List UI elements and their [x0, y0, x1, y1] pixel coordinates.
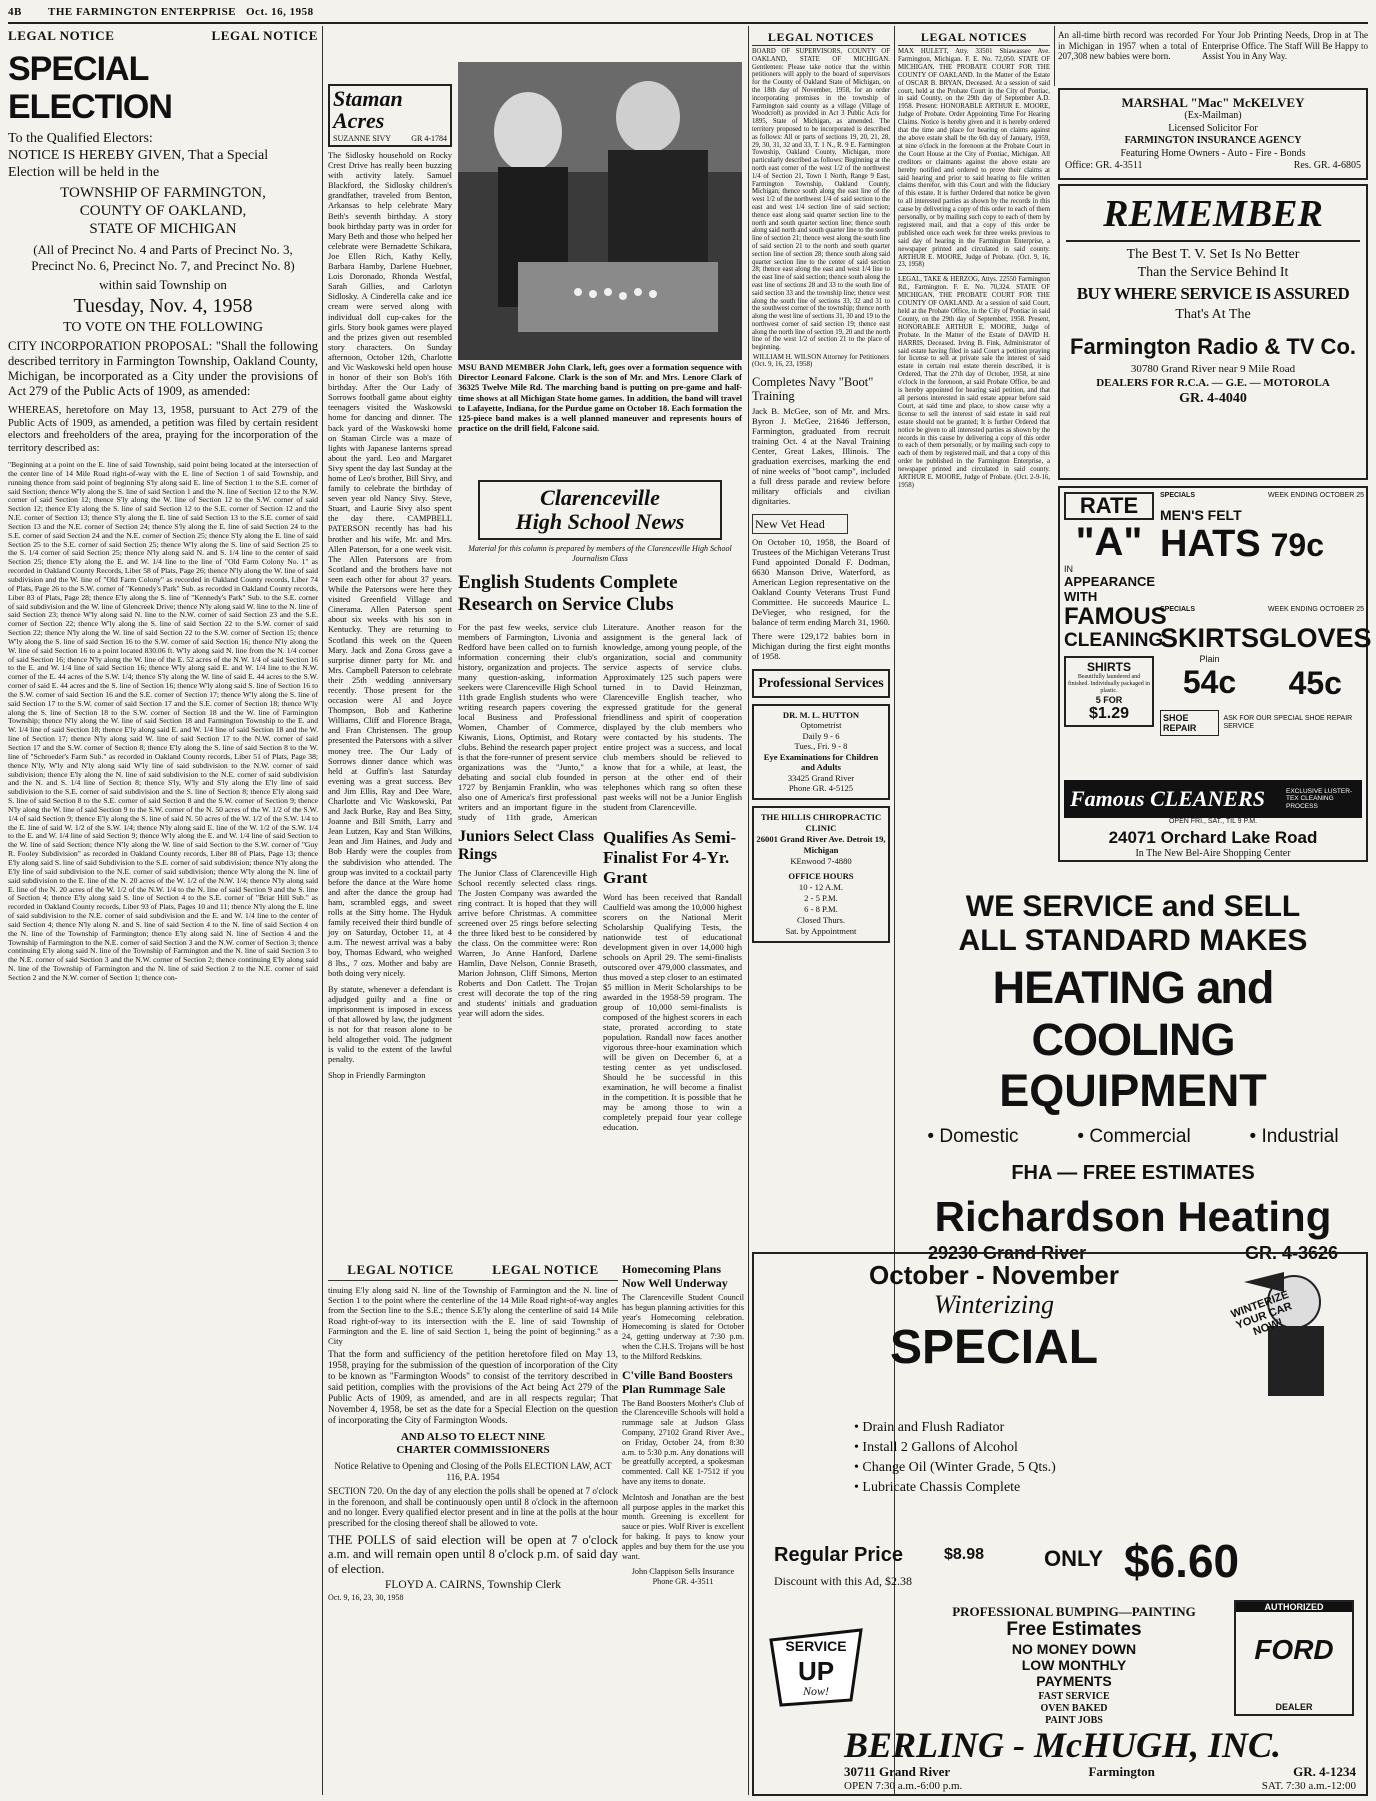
- gloves-price: 45c: [1288, 665, 1342, 701]
- only-label: ONLY: [1044, 1546, 1104, 1571]
- job-printing: For Your Job Printing Needs, Drop in at The Enterprise Office. The Staff Will Be Happy to Assist You in Any Way.: [1202, 30, 1368, 61]
- column-title: Staman Acres: [333, 86, 403, 133]
- hillis-phone: KEnwood 7-4880: [790, 855, 852, 866]
- res-phone: Res. GR. 4-6805: [1293, 160, 1361, 171]
- polls-notice: Notice Relative to Opening and Closing of the Polls ELECTION LAW, ACT 116, P.A. 1954: [334, 1461, 612, 1483]
- column-body: The Sidlosky household on Rocky Crest Drive has really been buzzing with activity lately. Samuel Blackford, the Sidlosky children's grandfather, traveled from Benton, Arkansas to help celebrate Mary Beth's seventh birthday. A story book birthday party was in order for Mary Beth and those who helped her celebrate were Bernadette Schikara, Joe Ellen Rich, Kathy Kelly, Barbara Hamby, Darlene Huebner, Lois Doronado, Rhonda Westfal, Sarah Gillies, and Carlotyn Sidlosky. A Cinderella cake and ice cream were served along with individual doll cup-cakes for the girls. Story book games were played and the prizes given out resembled story characters. On Sunday afternoon, October 12th, Charlotte and Vic Waskowski held open house in honor of their son Bob's 16th birthday. After the Our Lady of Sorrows football game about eighty teenagers visited the Waskowski home for dancing and dinner. The back yard of the Waskowski home on Staman Circle was a maze of lights with Japanese lanterns spread about the yard. Leo and Margaret Sivy spent the day last Sunday at the home of Leo's brother, Bill Sivy, and family to celebrate the birthday of seven year old Nancy Sivy. Steve, Stuart, and Laurie Sivy also spent the day there. CAMPBELL PATERSON recently has had his brother and his wife, Mr. and Mrs. Allen Paterson, for a one week visit. The Allen Patersons are from Scotland and the brothers have not seen each other for about 37 years. While the Patersons were here they visited Greenfield Village and Cinerama. Allen Paterson spent about six weeks with his son in Kentucky. They are returning to Scotland this week on the Queen Mary. Jack and Zona Gross gave a surprise dinner party for Mr. and Mrs. Campbell Paterson to celebrate their 25th wedding anniversary recently. Those present for the occasion were Al and Joyce Thompson, Bob and Katherine Williams, Cliff and Florence Braga, and Fran Christensen. The group presented the Patersons with a silver money tree. The Our Lady of Sorrows dinner dance which was held at Guffin's last Saturday evening was a great success. Bev and Jim Ellis, Ray and Dee Ware, Charlotte and Vic Waskowski, Pat and Jack Burke, Ray and Bea Sitty, Joanne and Bill Smith, Larry and Jean Lutzen, Kay and Stan Wilkins, Jean and Jim Haines, and Judy and Bob Hardy were the couples from the subdivision who attended. The group was invited to a cocktail party before the dance at the Ware home and after the dance the group had ham, scrambled eggs, and sweet rolls at the Sitty home. The Hyduk family received their third bundle of joy on Saturday, October 11, at 4 a.m. The newest arrival was a baby boy, Thomas Edward, who weighed 8 lbs., 7 ozs. Mother and baby are both doing very nicely.: [328, 151, 452, 978]
- cleaners-name: Famous CLEANERS: [1070, 786, 1266, 811]
- remember-title: REMEMBER: [1103, 193, 1323, 235]
- petition-dates: (Oct. 9, 16, 23, 1958): [752, 360, 813, 369]
- shop-slogan: Shop in Friendly Farmington: [328, 1071, 426, 1081]
- domestic: • Domestic: [927, 1126, 1019, 1147]
- heating-line-4: EQUIPMENT: [999, 1065, 1267, 1116]
- band-body: The Band Boosters Mother's Club of the Clarenceville Schools will hold a rummage sale at Judson Glass Company, 27102 Grand River Ave., on Friday, October 24, from 8:30 a.m. to 5:30 p.m. Any donations will be greatfully accepted, a spokesman commented. Call KE 1-7512 if you have any items to donate.: [622, 1398, 744, 1486]
- skirts: SKIRTS: [1160, 623, 1260, 653]
- cleaners-banner: [1064, 780, 1362, 818]
- photo-image: [458, 62, 742, 360]
- no-money-down: NO MONEY DOWN: [1011, 1641, 1137, 1657]
- hutton-hours-1: Daily 9 - 6: [802, 730, 840, 741]
- famous-cleaners-ad: [1058, 486, 1372, 862]
- special-price: $6.60: [1124, 1535, 1240, 1587]
- commercial: • Commercial: [1077, 1126, 1191, 1147]
- babies-note: There were 129,172 babies born in Michigan during the first eight months of 1958.: [752, 630, 890, 661]
- hutton-hours-2: Tues., Fri. 9 - 8: [794, 741, 848, 752]
- headline-navy: Completes Navy "Boot" Training: [752, 374, 874, 403]
- hutton-ad: [752, 704, 890, 800]
- specials-label: SPECIALS: [1160, 606, 1196, 613]
- specials-label: SPECIALS: [1160, 492, 1196, 499]
- statute-note: By statute, whenever a defendant is adjudged guilty and a fine or imprisonment is imposed in excess of that allowed by law, the judgment is not for that reason alone to be held altogether void. The judgment is valid to the extent of the lawful penalty.: [328, 984, 452, 1065]
- qualified-electors: To the Qualified Electors:: [8, 131, 153, 146]
- radio-tv-name: Farmington Radio & TV Co.: [1070, 334, 1356, 359]
- berling-open: OPEN 7:30 a.m.-6:00 p.m.: [844, 1780, 963, 1792]
- masthead: [8, 6, 1368, 22]
- radio-tv-dealers: DEALERS FOR R.C.A. — G.E. — MOTOROLA: [1096, 377, 1330, 389]
- page-number: 4B: [8, 6, 22, 18]
- band-photo: [458, 62, 742, 360]
- authorized-label: AUTHORIZED: [1236, 1602, 1352, 1612]
- hutton-address: 33425 Grand River: [787, 772, 855, 783]
- fast-service: FAST SERVICE: [1038, 1691, 1110, 1702]
- discount: Discount with this Ad, $2.38: [774, 1574, 913, 1588]
- heating-ad: [898, 876, 1368, 1263]
- apples-note: McIntosh and Jonathan are the best all purpose apples in the market this month. Greening is excellent for sauce or pies. Wolf River is excellent for baking. It pays to know your apples and buy them for the use you want.: [622, 1492, 744, 1561]
- cleaners-shopping: In The New Bel-Aire Shopping Center: [1135, 848, 1291, 859]
- cleaners-address: 24071 Orchard Lake Road: [1108, 828, 1318, 847]
- heating-line-3: HEATING and COOLING: [992, 962, 1274, 1065]
- to-vote: TO VOTE ON THE FOLLOWING: [63, 320, 263, 335]
- up-text: UP: [797, 1656, 835, 1686]
- precincts: (All of Precinct No. 4 and Parts of Precinct No. 3, Precinct No. 6, Precinct No. 7, and Precinct No. 8): [31, 242, 295, 273]
- whereas-clause: WHEREAS, heretofore on May 13, 1958, pursuant to Act 279 of the Public Acts of 1909, as amended, a petition was filed by certain resident electors and freeholders of the area, praying for the incorporation of the territory described as:: [8, 405, 318, 454]
- hutton-name: DR. M. L. HUTTON: [782, 709, 860, 720]
- radio-tv-phone: GR. 4-4040: [1179, 391, 1247, 406]
- legal-notice-label: LEGAL NOTICE: [492, 1262, 599, 1277]
- rate-label: RATE: [1064, 492, 1154, 520]
- news-subtitle: Material for this column is prepared by members of the Clarenceville High School Journalism Class: [468, 544, 732, 563]
- bryan-estate: MAX HULETT, Atty. 33501 Shiawassee Ave. Farmington, Michigan. F. E. No. 72,050. STATE OF MICHIGAN, THE PROBATE COURT FOR THE COUNTY OF OAKLAND. In the Matter of the Estate of OSCAR B. BRYAN, Deceased. At a session of said court, held at the Probate Court in the City of Pontiac, in said County, on the 29th day of September A.D. 1958. Present: HONORABLE ARTHUR E. MOORE, Judge of Probate. Order Appointing Time For Hearing Claims. Notice is hereby given and it is hereby ordered that the time and place for hearing on claims against the above estate shall be the 6th day of January, 1959, at nine o'clock in the forenoon at the Probate Court in the Court House at the City of Pontiac, Michigan. All creditors or claimants against the above estate are hereby notified and ordered to prove their claims at said hearing and prior to said hearing to file written claims therefor, with this Court and with the fiduciary of this estate. It is further Ordered that notice be given to all interested parties as shown by the records in this cause by delivering a copy of this order to each of them personally, or by mailing such copy to each of them by registered mail, and that a copy of this order be published once each week for three weeks previous to said day of hearing in the Farmington Enterprise, a newspaper printed and circulated in said county. ARTHUR E. MOORE, Judge of Probate. (Oct. 9, 16, 23, 1958): [898, 48, 1050, 269]
- hillis-hours-1: 10 - 12 A.M.: [798, 881, 844, 892]
- hutton-title: Optometrist: [800, 720, 842, 731]
- remember-ad: [1058, 184, 1368, 480]
- heating-line-1: WE SERVICE and SELL: [965, 890, 1301, 923]
- radio-tv-address: 30780 Grand River near 9 Mile Road: [1130, 363, 1296, 375]
- remember-line-2: Than the Service Behind It: [1137, 265, 1289, 280]
- legal-notice-label: LEGAL NOTICE: [8, 28, 115, 43]
- low-monthly: LOW MONTHLY: [1021, 1657, 1127, 1673]
- price-block: [774, 1535, 1354, 1600]
- oct-nov: October - November: [869, 1260, 1119, 1290]
- skirts-plain: Plain: [1199, 654, 1220, 664]
- hats-label: MEN'S FELT: [1160, 507, 1242, 523]
- service-up-badge: [766, 1620, 876, 1710]
- election-date: Tuesday, Nov. 4, 1958: [73, 295, 253, 317]
- service-text: SERVICE: [785, 1638, 847, 1654]
- heating-address: 29230 Grand River: [928, 1243, 1087, 1263]
- winterize-car-text: WINTERIZE YOUR CAR NOW!: [1229, 1288, 1294, 1339]
- harris-estate: LEGAL, TAKE & HERZOG, Attys. 22550 Farmington Rd., Farmington. F. E. No. 70,324. STATE OF MICHIGAN, THE PROBATE COURT FOR THE COUNTY OF OAKLAND. At a session of said Court, held at the Probate Office, in the City of Pontiac in said County, on the 29th day of September, 1958. Present, HONORABLE ARTHUR E. MOORE, Judge of Probate. In the Matter of the Estate of DAVID H. HARRIS, Deceased. Irving B. Fink, Administrator of said estate having filed in said Court a petition praying for license to sell at private sale the interest of said estate in certain real estate therein described, it is Ordered, That the 27th day of October, 1958, at nine o'clock in the forenoon, at said Probate Office, be and is hereby appointed for hearing said petition, and that all persons interested in said estate appear before said Court, at said time and place, to show cause why a license to sell the interest of said estate in said real estate should not be granted; It is further Ordered that notice be given to all interested parties as shown by the records in this cause by delivering a copy of this order to each of them personally, or by mailing such copy to each of them by registered mail, and that a copy of this order be published in the Farmington Enterprise, a newspaper printed and circulated in said county. ARTHUR E. MOORE, Judge of Probate. (Oct. 2-9-16, 1958): [898, 273, 1050, 489]
- rate-with: WITH: [1064, 589, 1098, 604]
- week-ending: WEEK ENDING OCTOBER 25: [1268, 606, 1364, 613]
- special-election-title: SPECIAL ELECTION: [8, 50, 172, 126]
- remember-line-1: The Best T. V. Set Is No Better: [1126, 247, 1300, 262]
- grant-body: Word has been received that Randall Caulfield was among the 10,000 highest scorers on the National Merit Scholarship Qualifying Tests, the nationwide test of educational development given in over 14,000 high schools on April 29. The semi-finalists outscored over 479,000 classmates, and thus moved a step closer to an estimated $5 million in Merit Scholarships to be awarded in the 1958-59 program. The group of 10,000 semi-finalists is composed of the highest scorers in each state, prorated according to state population. Randall now faces another vigorous three-hour examination which will be given on December 6, at a testing center as yet undisclosed. Should he be successful in this examination, he will become a finalist in the competition. It is possible that he may be among those to win a completely prepaid four year college education.: [603, 892, 742, 1132]
- news-title-2: High School News: [515, 509, 685, 534]
- birth-record: An all-time birth record was recorded in Michigan in 1957 when a total of 207,308 new babies were born.: [1058, 30, 1198, 61]
- winterizing-header: [854, 1260, 1134, 1400]
- legal-notices-header: LEGAL NOTICES: [752, 30, 890, 46]
- navy-body: Jack B. McGee, son of Mr. and Mrs. Byron J. McGee, 21646 Jefferson, Farmington, graduated from recruit training Oct. 4 at the Naval Training Center, Great Lakes, Illinois. The graduation exercises, marking the end of nine weeks of "boot camp", included a full dress parade and review before military officials and civilian dignitaries.: [752, 405, 890, 506]
- mckelvey-licensed: Licensed Solicitor For: [1168, 122, 1258, 134]
- bumping-painting: PROFESSIONAL BUMPING—PAINTING: [952, 1604, 1196, 1619]
- notice-given: NOTICE IS HEREBY GIVEN, That a Special Election will be held in the: [8, 148, 269, 180]
- headline-vet: New Vet Head: [752, 514, 848, 534]
- headline-grant: Qualifies As Semi-Finalist For 4-Yr. Grant: [603, 828, 737, 887]
- headline-rings: Juniors Select Class Rings: [458, 828, 594, 863]
- payments: PAYMENTS: [1036, 1673, 1112, 1689]
- legal-notice-label: LEGAL NOTICE: [211, 28, 318, 43]
- rate-appearance: APPEARANCE: [1064, 574, 1156, 589]
- shirts-label: SHIRTS: [1086, 660, 1131, 674]
- heating-name: Richardson Heating: [934, 1193, 1332, 1240]
- regular-price: $8.98: [944, 1546, 985, 1563]
- bullet-lube: • Lubricate Chassis Complete: [854, 1480, 1021, 1495]
- hillis-office-hours: OFFICE HOURS: [788, 870, 854, 881]
- oven-baked: OVEN BAKED: [1040, 1703, 1108, 1714]
- incorporation-proposal: CITY INCORPORATION PROPOSAL: "Shall the following described territory in Farmington Township, Oakland County, Michigan, be incorporated as a City under the provisions of Act 279 of the Public Acts of 1909, as amended:: [8, 339, 318, 398]
- village-petition: BOARD OF SUPERVISORS, COUNTY OF OAKLAND, STATE OF MICHIGAN. Gentlemen: Please take notice that the within petitioners will apply to the board of supervisors for the County of Oakland State of Michigan, on the 18th day of November, 1958, for an order incorporating premises in the township of Farmington said county as a village (Village of Woodcroft) as provided in Act 3 Public Acts for 1895, State of Michigan, as amended. The territory proposed to be incorporated is described as follows: All or parts of sections 19, 20, 21, 28, 29, 30, 31, 32 and 33, T. 1 N., R. 9 E. Farmington Township, Oakland County, Michigan, more particularly described as follows: Beginning at the north east corner of the west 1/2 of the northwest 1/4 of Section 21, Town 1 North, Range 9 East, Farmington Township, Oakland County, Michigan; thence south along the east line of the west 1/2 of the northwest 1/4 of said section to the east and west 1/4 section line of said section; thence east along said quarter section line to the north and south quarter section line; thence south along said north and south quarter line to the south line of section 21; thence west along the south line of said section 21 to the north and south quarter section line of section 28; thence south along said quarter section line to the center of said section 28; thence east along the east and west 1/4 line to the east line of said section; thence south along the east line of sections 28 and 33 to the south line of said section 33 and the township line; thence west along the south line of sections 33, 32 and 31 to the southwest corner of the township; thence north along the west line of sections 31, 30 and 19 to the northwest corner of said section 19; thence east along the north line of section 19, 20 and the north line of the west 1/2 of section 21 to the place of beginning.: [752, 48, 890, 352]
- mckelvey-name: MARSHAL "Mac" McKELVEY: [1121, 95, 1305, 110]
- hillis-sat: Sat. by Appointment: [785, 925, 857, 936]
- hats: HATS: [1160, 523, 1261, 565]
- english-article: [458, 622, 742, 822]
- hats-panel: [1160, 492, 1364, 602]
- berling-name: BERLING - McHUGH, INC.: [844, 1725, 1282, 1765]
- issue-date: Oct. 16, 1958: [246, 6, 314, 18]
- legal-petition-form: That the form and sufficiency of the petition heretofore filed on May 13, 1958, praying for the submission of the question of incorporation of the City to be known as "Farmington Woods" to consist of the territory described in said petition, complies with the provisions of the Act being Act 279 of the Public Acts of 1909, as amended, and are in all respects regular; That November 4, 1958, be set as the date for a Special Election on the question of incorporating the City of Farmington Woods.: [328, 1350, 618, 1427]
- author-phone: GR 4-1784: [411, 134, 447, 143]
- winterizing: Winterizing: [934, 1290, 1054, 1319]
- mckelvey-sub: (Ex-Mailman): [1184, 110, 1242, 121]
- regular-price-label: Regular Price: [774, 1544, 903, 1566]
- headline-english: English Students Complete Research on Service Clubs: [458, 572, 678, 615]
- professional-services: Professional Services: [752, 669, 890, 698]
- headline-homecoming: Homecoming Plans Now Well Underway: [622, 1262, 728, 1290]
- shoe-repair: SHOE REPAIR: [1160, 710, 1219, 736]
- ford-logo: FORD: [1254, 1634, 1334, 1665]
- remember-line-4: That's At The: [1175, 307, 1251, 322]
- hillis-hours-3: 6 - 8 P.M.: [804, 903, 838, 914]
- shirts-price-label: 5 FOR: [1095, 695, 1123, 705]
- hutton-eye: Eye Examinations for Children and Adults: [763, 751, 879, 773]
- special-election-notice: [8, 28, 318, 1796]
- heating-line-2: ALL STANDARD MAKES: [958, 924, 1308, 957]
- bullet-radiator: • Drain and Flush Radiator: [854, 1420, 1005, 1435]
- gloves: GLOVES: [1259, 623, 1372, 653]
- ford-badge: [1234, 1600, 1354, 1716]
- legal-notices-header: LEGAL NOTICES: [898, 30, 1050, 46]
- hillis-hours-2: 2 - 5 P.M.: [804, 892, 838, 903]
- rate-famous: FAMOUS: [1064, 603, 1167, 630]
- skirts-price: 54c: [1182, 664, 1237, 700]
- agency-name: FARMINGTON INSURANCE AGENCY: [1124, 135, 1302, 146]
- rate-a-panel: [1064, 492, 1167, 762]
- township-name: TOWNSHIP OF FARMINGTON,: [60, 185, 266, 201]
- mckelvey-ad: [1058, 88, 1368, 180]
- shirts-note: Beautifully laundered and finished. Individually packaged in plastic.: [1068, 674, 1150, 694]
- vet-body: On October 10, 1958, the Board of Trustees of the Michigan Veterans Trust Fund appointed Donald F. Dodman, 6630 Manson Drive, Waterford, as American Legion representative on the Oakland County Veterans Trust Fund Committee. He succeeds Maurice L. DeVieger, who resigned, for the balance of term ending March 31, 1960.: [752, 536, 890, 627]
- agency-lines: Featuring Home Owners - Auto - Fire - Bonds: [1120, 147, 1306, 159]
- rate-cleaning: CLEANING: [1064, 630, 1164, 651]
- bumping-block: [944, 1604, 1204, 1734]
- remember-line-3: BUY WHERE SERVICE IS ASSURED: [1076, 284, 1350, 303]
- winterize-illustration: [1224, 1262, 1360, 1412]
- berling-footer: [844, 1726, 1364, 1796]
- insurance-note: John Clappison Sells Insurance Phone GR. 4-3511: [631, 1567, 735, 1587]
- photo-caption: MSU BAND MEMBER John Clark, left, goes over a formation sequence with Director Leonard Falcone. Clark is the son of Mr. and Mrs. Lenore Clark of 36325 Twelve Mile Rd. The marching band is putting on pre-game and half-time shows at all Michigan State home games. In addition, the band will travel to Lafayette, Indiana, for the Purdue game on October 18. Each formation the 125-piece band makes is a well planned maneuver and represents hours of practice on the drill field, Falcone said.: [458, 362, 742, 434]
- now-text: Now!: [802, 1684, 829, 1698]
- office-phone: Office: GR. 4-3511: [1065, 160, 1143, 171]
- rate-in: IN: [1064, 564, 1073, 574]
- hats-price: 79c: [1270, 527, 1325, 563]
- legal-dates: Oct. 9, 16, 23, 30, 1958: [328, 1593, 404, 1603]
- shoe-repair-note: ASK FOR OUR SPECIAL SHOE REPAIR SERVICE: [1223, 715, 1353, 730]
- hillis-name: THE HILLIS CHIROPRACTIC CLINIC: [760, 811, 882, 833]
- within-township: within said Township on: [99, 277, 227, 292]
- rings-body: The Junior Class of Clarenceville High School recently selected class rings. The Josten Company was awarded the ring contract. It is hoped that they will arrive before Christmas. A committee screened over 25 rings before selecting the three liked best to be considered by the class. On the committee were: Ron Warren, Jo Anne Hanford, Darlene Hamlin, Dave Nelson, Connie Braseth, Marion Johnson, Cliff Simons, Merton Roberts and Don Catlett. The Trojan crest will decorate the top of the ring and students' initials and graduation year will adorn the sides.: [458, 868, 597, 1018]
- homecoming-body: The Clarenceville Student Council has begun planning activities for this year's Homecoming celebration. Homecoming is slated for October 24, getting underway at 7:30 p.m. when the C.H.S. Trojans will be host to the Milford Redskins.: [622, 1293, 744, 1361]
- rate-a: "A": [1075, 520, 1143, 564]
- paint-jobs: PAINT JOBS: [1045, 1715, 1103, 1726]
- fha-estimates: FHA — FREE ESTIMATES: [1011, 1162, 1255, 1184]
- bullet-oil: • Change Oil (Winter Grade, 5 Qts.): [854, 1460, 1056, 1475]
- county-name: COUNTY OF OAKLAND,: [79, 203, 247, 219]
- hutton-phone: Phone GR. 4-5125: [788, 783, 854, 794]
- township-clerk: FLOYD A. CAIRNS, Township Clerk: [385, 1579, 561, 1592]
- polls-hours: THE POLLS of said election will be open at 7 o'clock a.m. and will remain open until 8 o'clock p.m. of said day of election.: [328, 1532, 618, 1576]
- legal-description: "Beginning at a point on the E. line of said Township, said point being located at the intersection of the center line of 14 Mile Road right-of-way with the E. line of Section 1 of said Township, and running thence from said point of beginning S'ly along said E. line of Section 1 to the S.E. corner of said Section; thence W'ly along the S. line of said Section 1 and the N. line of Section 12 to the N.W. corner of said Section 12; thence S'ly along the W. line of Section 12 to the S.W. corner of said Section 12; thence E'ly along the S. line of said Section 12 to the S.E. corner of Section 12 and the N.E. corner of Section 13; thence S'ly along the E. line of said Section 13 to the S.E. corner of said Section 13 and the N.E. corner of Section 24; thence S'ly along the E. line of said Section 24 to the S.E. corner of said Section 24 and the N.E. corner of Section 25; thence S'ly along the E. line of said Section 25 to the S.E. corner of said Section 25; thence W'ly along the S. line of said Section 25 to the S. 1/4 corner of said Section 25; thence N'ly along said N. and S. 1/4 line to the center of said Section 25; thence E'ly along the E. and W. 1/4 line to the line of "Old Farm Colony No. 1" as recorded in Oakland County Records, Liber 58 of Plats, Page 26; thence N'ly along the W. line of said subdivision and the W. line of "Old Farm Colony" as recorded in Oakland County records, Liber 74 of Plats, Page 26 to the S.W. corner of "Kennedy's Park" Sub. as recorded in Oakland County records, Liber 83 of Plats, Page 28; thence E'ly along the S. line of "Kennedy's Park" Sub. to the S.E. corner of said subdivision and the W. line of Glencreek Drive; thence N'ly along said W. line to the N. line of said Section 23; thence W'ly along said N. line to the N.W. corner of said Section 23 and the S.E. corner of Section 22; thence W'ly along the S. line of said Section 22 to the S.W. corner of said Section 22; thence N'ly along the W. line of said Section 22 to the S.W. corner of Section 15; thence W'ly along the S. line of said Section 16 to the S.W. corner of said Section 16; thence N'ly along the W. line of said Section 16 to a point located 830.06 ft. W'ly along said N. line from the N. 1/4 corner of said Section 16; thence N'ly along the W. line of the E. 52 acres of the N.W. 1/4 of said Section 16 to the E. and W. 1/4 line of said Section 16; thence W'ly along said E. and W. 1/4 line to the N.W. corner of the E. 44 acres of the S.W. 1/4; thence S'ly along the W. line of said E. 44 acres to the S.W. corner of said E. 44 acres and the S. line of Section 16; thence W'ly along said S. line of Section 16 to the S.W. corner of said Section 16 and the S.E. corner of Section 17; thence W'ly along the S. line of said Section 17 to the S.W. corner of said Section 17 and the S.E. corner of Section 18; thence W'ly along the S. line of Section 18 to the S.W. corner of Section 18 and the W. line of Farmington Township; thence N'ly along the W. line of said Section 18 and Farmington Township to the E. and W. 1/4 line of said Section 18; thence E'ly along said E. and W. 1/4 line of said Section 18 and the W. line of Section 17; thence N'ly along said W. line of said Section 17 to the N.W. corner of said Section 17 and the S.W. corner of Section 8; thence E'ly along the S. line of said Section 8 to the W. line of "Schroeder's Farm Sub." as recorded in Oakland County records, Liber 51 of Plats, Page 38; thence N'ly, W'ly and N'ly along said W'ly line of said subdivision to the N.W. corner of said subdivision; thence E'ly along the N. line of said subdivision to the N.E. corner of said subdivision and the N. and S. 1/4 line of Section 8; thence S'ly, W'ly and S'ly along the E'ly line of said subdivision to the S.E. corner of said subdivision and the S. line of Section 8; thence E'ly along said S. line of said Section 8 to the S.E. corner of said Section 8 and the S.W. corner of Section 9; thence N'ly along the W. line of said Section 9 to the S.W. corner of the N. 50 acres of the W. 1/2 of the S.W. 1/4 of said Section 9; thence E'ly along the S. line of said N. 50 acres of the W. 1/2 of the S.W. 1/4 to the E. line of said W. 1/2 of the S.W. 1/4; thence N'ly along said E. line of the W. 1/2 of the S.W. 1/4 to the E. and W. 1/4 line of said Section 9; thence W'ly along the E. and W. 1/4 line of said Section to the W. line of said Section; thence N'ly along the W. line of said Section to the S.W. corner of "Guy R. Fooley Subdivision" as recorded in Oakland County records, Liber 88 of Plats, Page 13; thence E'ly along said S. line of said Subdivision to the S.E. corner of said subdivision; thence N'ly along the E'ly line of said subdivision to the N.E. corner of said subdivision; thence W'ly along the N. line of said subdivision to the E. line of the N. 20 acres of the W. 1/2 of the N.W. 1/4; thence N'ly along said E. line of the N. 20 acres of the W. 1/2 of the N.W. 1/4 to the N. line of said Section 9 and the S. line of Section 4; thence E'ly along said S. line of Section 4 to the S.E. corner of "Briar Hill Sub." as recorded in Oakland County records, Liber 93 of Plats, Pages 10 and 11; thence N'ly along the E. line of said subdivision to the N.E. corner of said subdivision and the E. and W. 1/4 line to the center of said Section 4; thence N'ly along N. and S. line of said Section 4 to the N. line of said Section 4 on the N. line of the Township of Farmington; thence E'ly along said N. line of Section 4 and the Township of Farmington to the N.E. corner of said Section 3 and the N.W. corner of Section 3; thence continuing E'ly along said N. line of the Township of Farmington and the N. line of said Section 3 to the N.E. corner of said Section 3 and the N.W. corner of Section 2; thence continuing E'ly along said N. line of the Township of Farmington and the N. line of said Section 2 to the N.E. corner of said Section 2 and the N.W. corner of Section 1; thence con-: [8, 460, 318, 982]
- free-estimates: Free Estimates: [1006, 1619, 1142, 1640]
- news-title-1: Clarenceville: [540, 485, 660, 510]
- state-name: STATE OF MICHIGAN: [89, 221, 237, 237]
- berling-phone: GR. 4-1234: [1293, 1764, 1356, 1779]
- skirts-panel: [1160, 606, 1372, 776]
- also-elect: AND ALSO TO ELECT NINE: [400, 1431, 546, 1444]
- industrial: • Industrial: [1249, 1126, 1339, 1147]
- shirts-price: $1.29: [1088, 705, 1130, 722]
- service-bullets: [854, 1418, 1214, 1528]
- cleaners-open: OPEN FRI., SAT., TIL 9 P.M.: [1168, 818, 1258, 825]
- legal-notice-label: LEGAL NOTICE: [347, 1262, 454, 1277]
- petition-attorney: WILLIAM H. WILSON Attorney for Petitioners: [752, 353, 890, 362]
- column-author: SUZANNE SIVY: [333, 134, 391, 143]
- heating-phone: GR. 4-3626: [1244, 1243, 1338, 1263]
- dealer-label: DEALER: [1275, 1702, 1313, 1712]
- special: SPECIAL: [889, 1321, 1099, 1374]
- legal-notice-continued: [328, 1262, 618, 1796]
- english-body: For the past few weeks, service club members of Farmington, Livonia and Redford have been called on to furnish information concerning their club's history, organization and projects. The many question-asking, information seekers were Clarenceville High School 11th grade English students who were writing research papers covering the local Business and Professional Women, Chamber of Commerce, Kiwanis, Lions, Optimist, and Rotary clubs. Behind the research paper project is that the fore-runner of present service organizations was the "Junto," a debating and social club founded in 1727 by Benjamin Franklin, who was also one of America's first professional writers and an important figure in the study of 11th grade, American Literature. Another reason for the assignment is the general lack of knowledge, among young people, of the organization, social and community service aspects of service clubs. Approximately 125 such papers were turned in to David Heinzman, Clarenceville English teacher, who expressed gratitude for the general friendliness and spirit of cooperation displayed by the club members who were contacted by his students. The entire project was a success, and local club members should be relieved to know that for a while, at least, the person at the other end of their telephones which rang so often these past weeks will not be a Junior English student from Clarenceville.: [458, 622, 742, 822]
- hillis-closed: Closed Thurs.: [796, 914, 846, 925]
- week-ending: WEEK ENDING OCTOBER 25: [1268, 492, 1364, 499]
- bullet-alcohol: • Install 2 Gallons of Alcohol: [854, 1440, 1018, 1455]
- headline-band: C'ville Band Boosters Plan Rummage Sale: [622, 1367, 733, 1396]
- legal-continued-body: tinuing E'ly along said N. line of the Township of Farmington and the N. line of Section 1 to the point where the centerline of the 14 Mile Road right-of-way angles from the Section line to the S.E.; thence S.E'ly along the centerline of said 14 Mile Road right-of-way to its intersection with the E. line of said Township of Farmington and the E. line of said Section 1, being the point of beginning." as a City: [328, 1285, 618, 1347]
- hillis-ad: [752, 806, 890, 943]
- berling-mchugh-ad: [752, 1252, 1368, 1796]
- school-news-continued: [622, 1262, 744, 1792]
- berling-address: 30711 Grand River: [844, 1764, 951, 1779]
- probate-notices: [898, 30, 1050, 870]
- paper-name: THE FARMINGTON ENTERPRISE: [48, 6, 237, 18]
- hillis-address: 26001 Grand River Ave. Detroit 19, Michigan: [756, 833, 886, 855]
- cleaners-exclusive: EXCLUSIVE LUSTER-TEX CLEANING PROCESS: [1286, 787, 1353, 810]
- berling-farmington: Farmington: [1088, 1764, 1155, 1779]
- section-720: SECTION 720. On the day of any election the polls shall be opened at 7 o'clock in the forenoon, and shall be continuously open until 8 o'clock in the afternoon and no longer. Every qualified elector present and in line at the polls at the hour prescribed for the closing thereof shall be allowed to vote.: [328, 1486, 618, 1528]
- charter-commissioners: CHARTER COMMISSIONERS: [396, 1444, 550, 1457]
- berling-sat: SAT. 7:30 a.m.-12:00: [1261, 1780, 1356, 1792]
